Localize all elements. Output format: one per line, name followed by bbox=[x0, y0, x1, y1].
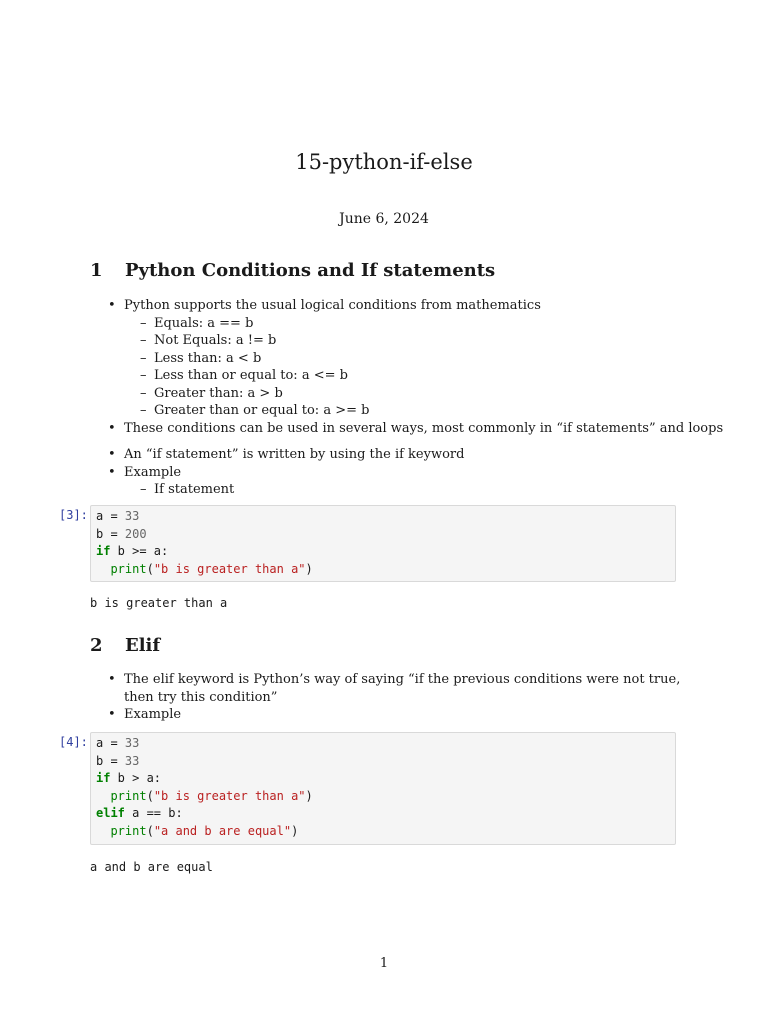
code-token: print bbox=[110, 823, 147, 838]
list-item: • Example bbox=[108, 706, 688, 724]
example-sublist bbox=[124, 481, 464, 499]
code-token: a bbox=[96, 509, 104, 523]
code-token: ( bbox=[146, 823, 154, 838]
code-token: 200 bbox=[124, 526, 147, 541]
section-1-heading bbox=[90, 260, 495, 281]
section-1-bullet-list-2 bbox=[108, 446, 464, 499]
sublist-item: – Less than: a < b bbox=[140, 350, 723, 368]
code-line bbox=[96, 788, 675, 806]
code-token: b bbox=[96, 753, 104, 768]
list-item bbox=[108, 464, 464, 499]
code-token: a bbox=[96, 736, 104, 750]
sublist-item: – Greater than: a > b bbox=[140, 385, 723, 403]
document-title: 15-python-if-else bbox=[295, 150, 473, 174]
code-line bbox=[96, 526, 675, 544]
list-item: • The elif keyword is Python’s way of saying “if the previous conditions were not true, then try this condition” bbox=[108, 671, 688, 706]
list-item bbox=[108, 297, 723, 420]
code-token: 33 bbox=[124, 736, 140, 750]
document-date: June 6, 2024 bbox=[339, 211, 429, 227]
section-2-heading bbox=[90, 635, 160, 656]
section-1-number: 1 bbox=[90, 260, 103, 281]
code-token: = bbox=[103, 509, 125, 523]
code-token bbox=[96, 789, 110, 803]
code-token: print bbox=[110, 788, 147, 803]
section-1-title: Python Conditions and If statements bbox=[125, 260, 496, 281]
code-line bbox=[96, 753, 675, 771]
code-token: b >= a: bbox=[110, 544, 169, 558]
code-line bbox=[96, 805, 675, 823]
code-token: ) bbox=[291, 823, 299, 838]
sublist-item: – If statement bbox=[140, 481, 464, 499]
cell-3-prompt: [3]: bbox=[59, 508, 88, 522]
cell-4-output: a and b are equal bbox=[90, 860, 213, 874]
code-token: ( bbox=[146, 561, 154, 576]
bullet-text: Python supports the usual logical conditions from mathematics bbox=[124, 298, 541, 313]
code-token: 33 bbox=[124, 753, 140, 768]
sublist-item: – Not Equals: a != b bbox=[140, 332, 723, 350]
code-token: = bbox=[103, 736, 125, 750]
code-token: b bbox=[96, 526, 104, 541]
code-token bbox=[96, 824, 110, 838]
list-item: • These conditions can be used in several ways, most commonly in “if statements” and loops bbox=[108, 420, 723, 438]
cell-3-output: b is greater than a bbox=[90, 596, 228, 610]
code-token: ) bbox=[305, 788, 313, 803]
code-token: elif bbox=[96, 806, 125, 820]
code-cell-4[interactable] bbox=[90, 732, 676, 845]
code-token: "b is greater than a" bbox=[153, 561, 306, 576]
section-2-number: 2 bbox=[90, 635, 103, 656]
code-line bbox=[96, 508, 675, 526]
code-token: "a and b are equal" bbox=[153, 823, 292, 838]
code-token: = bbox=[103, 526, 125, 541]
code-line bbox=[96, 543, 675, 561]
sublist-item: – Equals: a == b bbox=[140, 315, 723, 333]
code-token: a == b: bbox=[124, 806, 183, 820]
code-token: ) bbox=[305, 561, 313, 576]
section-2-title: Elif bbox=[125, 635, 161, 656]
code-token: 33 bbox=[124, 509, 140, 523]
sublist-item: – Greater than or equal to: a >= b bbox=[140, 402, 723, 420]
page-number: 1 bbox=[379, 956, 389, 971]
code-token: if bbox=[96, 771, 111, 785]
code-line bbox=[96, 561, 675, 579]
code-cell-3[interactable] bbox=[90, 505, 676, 582]
code-token: print bbox=[110, 561, 147, 576]
code-token: "b is greater than a" bbox=[153, 788, 306, 803]
code-line bbox=[96, 770, 675, 788]
cell-4-prompt: [4]: bbox=[59, 735, 88, 749]
code-token: = bbox=[103, 753, 125, 768]
code-line bbox=[96, 735, 675, 753]
bullet-text: Example bbox=[124, 464, 182, 480]
list-item: • An “if statement” is written by using the if keyword bbox=[108, 446, 464, 464]
code-token: if bbox=[96, 544, 111, 558]
code-token bbox=[96, 562, 110, 576]
section-1-bullet-list bbox=[108, 297, 723, 437]
code-token: b > a: bbox=[110, 771, 162, 785]
conditions-sublist bbox=[124, 315, 723, 420]
code-token: ( bbox=[146, 788, 154, 803]
section-2-bullet-list bbox=[108, 671, 688, 724]
code-line bbox=[96, 823, 675, 841]
sublist-item: – Less than or equal to: a <= b bbox=[140, 367, 723, 385]
